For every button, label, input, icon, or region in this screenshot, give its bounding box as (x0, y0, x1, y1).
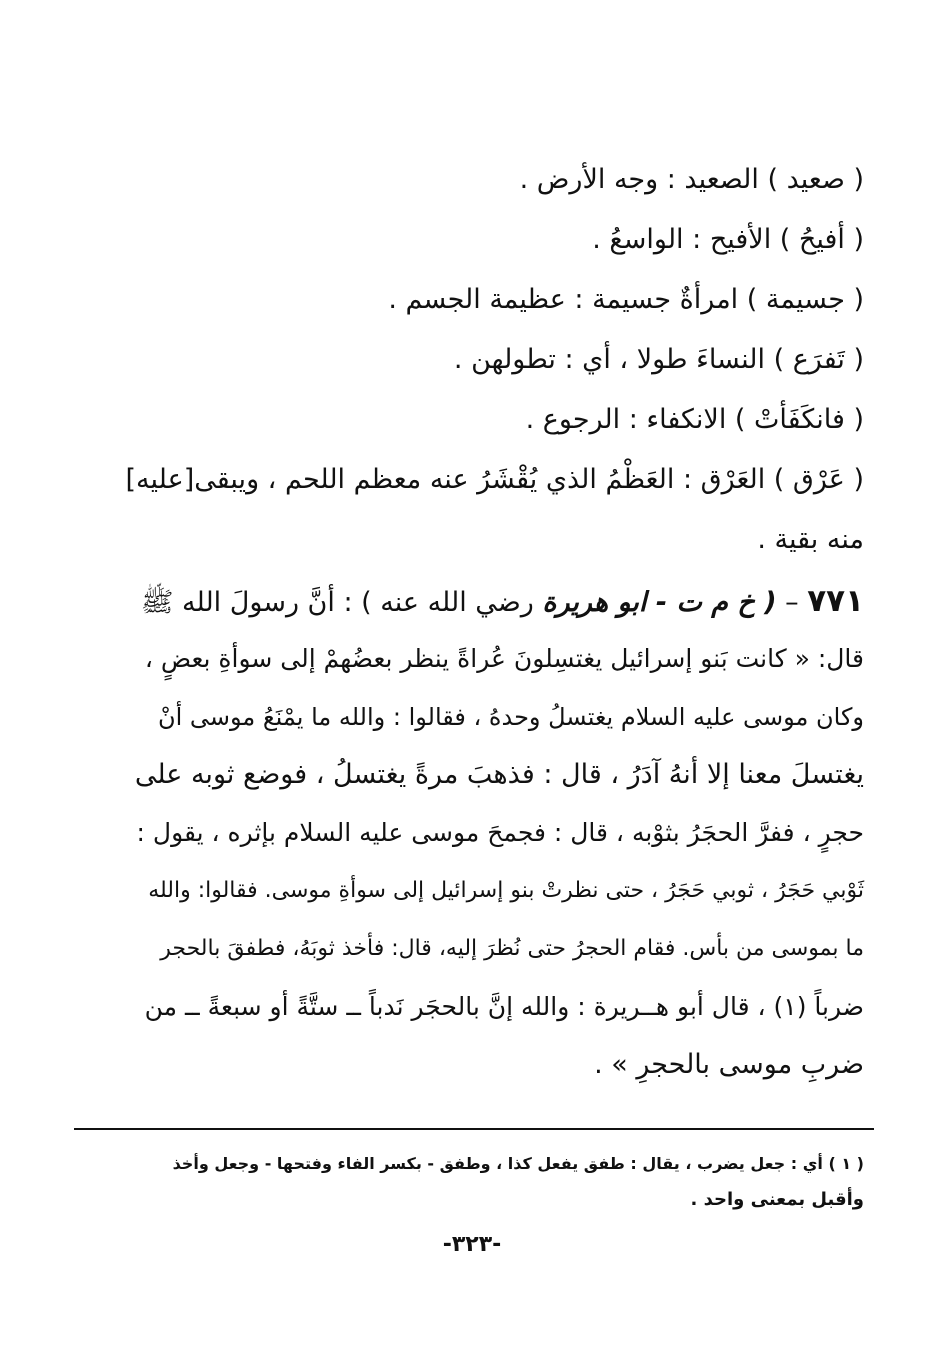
hadith-text-line: ثَوْبي حَجَرُ ، ثوبي حَجَرُ ، حتى نظرتْ بنو إسرائيل إلى سوأةِ موسى. فقالوا: والله (148, 878, 864, 903)
hadith-number: ٧٧١ (807, 583, 864, 619)
footnote-section (134, 1146, 864, 1218)
glossary-section (74, 150, 864, 570)
hadith-text-line: ضربِ موسى بالحجرِ » . (594, 1049, 864, 1080)
glossary-entry: ( أفيحُ ) الأفيح : الواسعُ . (592, 224, 864, 255)
hadith-text-line: ما بموسى من بأس. فقام الحجرُ حتى نُظرَ إليه، قال: فأخذ ثوبَهُ، فطفقَ بالحجر (160, 936, 864, 961)
hadith-text-line: ضرباً (١) ، قال أبو هــريرة : والله إنَّ بالحجَر نَدباً ــ ستَّةً أو سبعةً ــ من (144, 992, 864, 1021)
page-number: -٣٢٣- (442, 1232, 502, 1257)
footnote-divider (74, 1128, 874, 1130)
footnote-line: وأقبل بمعنى واحد . (690, 1189, 864, 1210)
glossary-entry: ( فانكَفَأتْ ) الانكفاء : الرجوع . (525, 404, 864, 435)
hadith-text-line: قال: « كانت بَنو إسرائيل يغتسِلونَ عُراةً ينظر بعضُهمْ إلى سوأةِ بعضٍ ، (144, 644, 864, 673)
hadith-dash: – (785, 587, 799, 618)
hadith-heading (134, 572, 864, 630)
hadith-text-line: يغتسلَ معنا إلا أنهُ آدَرُ ، قال : فذهبَ مرةً يغتسلُ ، فوضع ثوبه على (134, 759, 864, 790)
hadith-text-line: حجرٍ ، ففرَّ الحجَرُ بثوْبه ، قال : فجمحَ موسى عليه السلام بإثره ، يقول : (136, 818, 864, 847)
hadith-text-line: رضي الله عنه ) : أنَّ رسولَ الله ﷺ (140, 587, 534, 618)
glossary-entry: ( صعيد ) الصعيد : وجه الأرض . (519, 164, 864, 195)
hadith-section (134, 572, 864, 1094)
glossary-entry: ( جسيمة ) امرأةٌ جسيمة : عظيمة الجسم . (388, 284, 864, 315)
glossary-entry: ( تَفرَع ) النساءَ طولا ، أي : تطولهن . (453, 344, 864, 375)
glossary-continuation: منه بقية . (757, 524, 864, 555)
glossary-entry: ( عَرْق ) العَرْق : العَظْمُ الذي يُقْشَرُ عنه معظم اللحم ، ويبقى[عليه] (125, 464, 864, 495)
hadith-source: ( خ م ت - ابو هريرة (542, 587, 777, 618)
footnote-line: ( ١ ) أي : جعل يضرب ، يقال : طفق يفعل كذا ، وطفق - بكسر الفاء وفتحها - وجعل وأخذ (172, 1154, 864, 1173)
hadith-text-line: وكان موسى عليه السلام يغتسلُ وحدهُ ، فقالوا : والله ما يمْنَعُ موسى أنْ (157, 703, 864, 731)
